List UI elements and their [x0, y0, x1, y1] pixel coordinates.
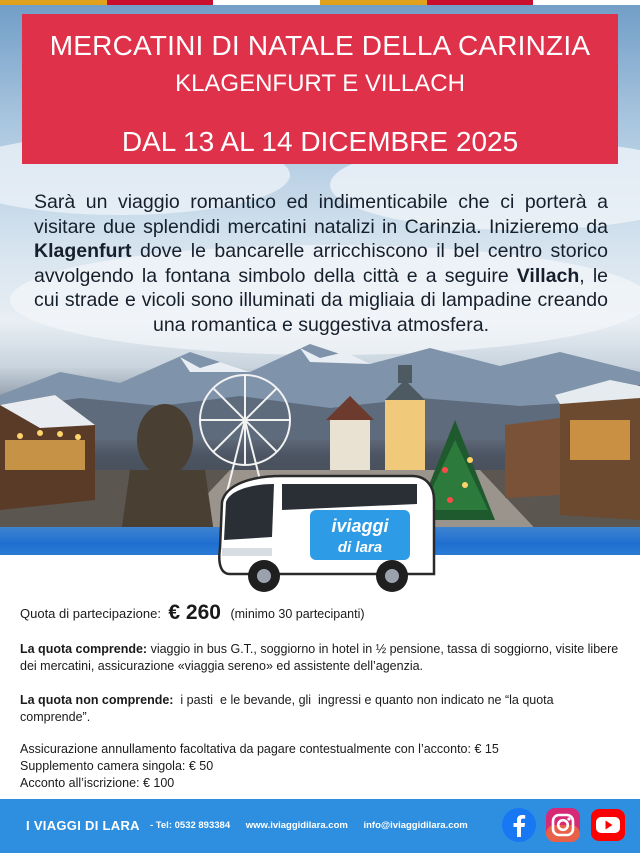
bus-illustration — [212, 462, 442, 597]
footer-contacts — [150, 820, 481, 831]
footer — [0, 799, 640, 853]
price-label: Quota di partecipazione: — [20, 606, 161, 621]
footer-website-link[interactable]: www.iviaggidilara.com — [245, 820, 348, 831]
bus-logo-line1: iviaggi — [331, 516, 389, 536]
page-subtitle: KLAGENFURT E VILLACH — [175, 70, 465, 97]
excludes-section — [20, 692, 620, 726]
excludes-label: La quota non comprende: — [20, 693, 174, 707]
footer-phone: - Tel: 0532 893384 — [150, 820, 231, 831]
includes-label: La quota comprende: — [20, 642, 148, 656]
includes-section — [20, 641, 620, 675]
intro-city-villach: Villach — [516, 264, 580, 287]
page-title: MERCATINI DI NATALE DELLA CARINZIA — [49, 30, 591, 61]
flag-stripe — [0, 0, 640, 5]
intro-text-1: Sarà un viaggio romantico ed indimenticabile che ci porterà a visitare due splendidi mercatini natalizi in Carinzia. Inizieremo da — [34, 191, 608, 238]
instagram-icon[interactable] — [545, 807, 581, 843]
intro-text-2: dove le bancarelle arricchiscono il bel centro storico avvolgendo la fontana simbolo della città e a seguire — [34, 240, 608, 287]
bus-logo-line2: di lara — [337, 539, 383, 556]
intro-city-klagenfurt: Klagenfurt — [34, 240, 132, 262]
trip-dates: DAL 13 AL 14 DICEMBRE 2025 — [121, 126, 519, 157]
facebook-icon[interactable] — [501, 807, 537, 843]
title-banner — [22, 14, 618, 164]
youtube-icon[interactable] — [590, 807, 626, 843]
footer-brand: I VIAGGI DI LARA — [26, 818, 140, 833]
footer-email-link[interactable]: info@iviaggidilara.com — [363, 820, 468, 831]
price-note: (minimo 30 partecipanti) — [230, 607, 365, 621]
includes-text: viaggio in bus G.T., soggiorno in hotel in ½ pensione, tassa di soggiorno, visite libere dei mercatini, assicurazione «viaggia sereno» ed assistente dell’agenzia. — [20, 642, 619, 673]
extra-single-room: Supplemento camera singola: € 50 — [20, 759, 214, 773]
excludes-text: i pasti e le bevande, gli ingressi e quanto non indicato ne “la quota comprende”. — [20, 693, 558, 724]
extra-cancellation-insurance: Assicurazione annullamento facoltativa da pagare contestualmente con l’acconto: € 15 — [20, 742, 499, 756]
price-line — [20, 601, 620, 624]
intro-text-3: , le cui strade e vicoli sono illuminati da migliaia di lampadine creando una romantica e suggestiva atmosfera. — [34, 264, 609, 336]
extras-section — [20, 741, 620, 792]
price-amount: € 260 — [168, 601, 221, 624]
extra-deposit: Acconto all’iscrizione: € 100 — [20, 776, 175, 790]
intro-paragraph — [34, 190, 608, 337]
